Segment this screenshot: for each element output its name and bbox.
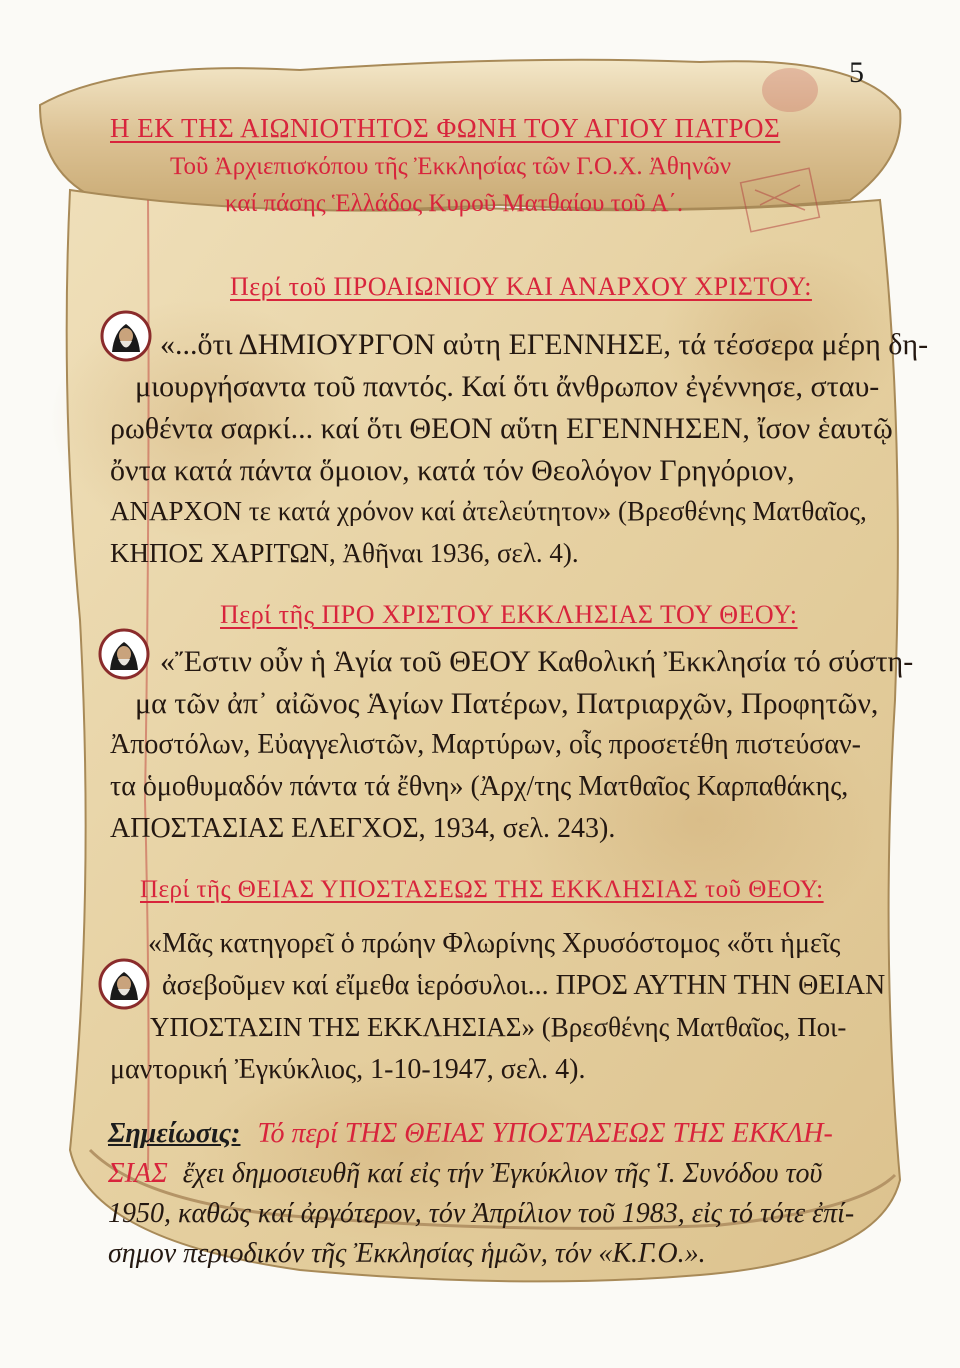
section-3-heading: Περί τῆς ΘΕΙΑΣ ΥΠΟΣΤΑΣΕΩΣ ΤΗΣ ΕΚΚΛΗΣΙΑΣ τοῦ ΘΕΟΥ:	[140, 876, 824, 903]
archbishop-portrait-icon	[98, 958, 150, 1010]
section-1-heading: Περί τοῦ ΠΡΟΑΙΩΝΙΟΥ ΚΑΙ ΑΝΑΡΧΟΥ ΧΡΙΣΤΟΥ:	[230, 272, 812, 301]
section-1-line: ΚΗΠΟΣ ΧΑΡΙΤΩΝ, Ἀθῆναι 1936, σελ. 4).	[110, 538, 579, 568]
section-3-line: ἀσεβοῦμεν καί εἴμεθα ἱερόσυλοι... ΠΡΟΣ ΑΥΤΗΝ ΤΗΝ ΘΕΙΑΝ	[162, 970, 886, 1001]
section-3-line: μαντορική Ἐγκύκλιος, 1-10-1947, σελ. 4).	[110, 1054, 586, 1085]
note-text: ἔχει δημοσιευθῆ καί εἰς τήν Ἐγκύκλιον τῆς Ἱ. Συνόδου τοῦ	[182, 1158, 823, 1189]
section-1-line: «...ὅτι ΔΗΜΙΟΥΡΓΟΝ αὐτη ΕΓΕΝΝΗΣΕ, τά τέσσερα μέρη δη-	[160, 328, 929, 361]
note-highlight: Τό περί ΤΗΣ ΘΕΙΑΣ ΥΠΟΣΤΑΣΕΩΣ ΤΗΣ ΕΚΚΛΗ-	[257, 1118, 833, 1149]
section-2-line: «Ἔστιν οὖν ἡ Ἁγία τοῦ ΘΕΟΥ Καθολική Ἐκκλησία τό σύστη-	[160, 645, 914, 678]
section-2-line: ΑΠΟΣΤΑΣΙΑΣ ΕΛΕΓΧΟΣ, 1934, σελ. 243).	[110, 813, 616, 844]
section-2-heading: Περί τῆς ΠΡΟ ΧΡΙΣΤΟΥ ΕΚΚΛΗΣΙΑΣ ΤΟΥ ΘΕΟΥ:	[220, 600, 798, 629]
section-1-line: μιουργήσαντα τοῦ παντός. Καί ὅτι ἄνθρωπον ἐγέννησε, σταυ-	[135, 370, 880, 403]
section-1-line: ΑΝΑΡΧΟΝ τε κατά χρόνον καί ἀτελεύτητον» (Βρεσθένης Ματθαῖος,	[110, 496, 867, 526]
section-1-line: ὄντα κατά πάντα ὅμοιον, κατά τόν Θεολόγον Γρηγόριον,	[110, 454, 795, 487]
section-3-line: ΥΠΟΣΤΑΣΙΝ ΤΗΣ ΕΚΚΛΗΣΙΑΣ» (Βρεσθένης Ματθαῖος, Ποι-	[150, 1012, 847, 1042]
section-2-line: Ἀποστόλων, Εὐαγγελιστῶν, Μαρτύρων, οἷς προσετέθη πιστεύσαν-	[110, 729, 861, 760]
document-subtitle-line-1: Τοῦ Ἀρχιεπισκόπου τῆς Ἐκκλησίας τῶν Γ.Ο.Χ. Ἀθηνῶν	[170, 153, 732, 180]
document-subtitle-line-2: καί πάσης Ἑλλάδος Κυροῦ Ματθαίου τοῦ Α΄.	[225, 190, 684, 217]
note-text: 1950, καθώς καί ἀργότερον, τόν Ἀπρίλιον τοῦ 1983, εἰς τό τότε ἐπί-	[108, 1198, 855, 1229]
note-highlight: ΣΙΑΣ	[108, 1158, 168, 1189]
page-number: 5	[849, 56, 864, 89]
document-title: Η ΕΚ ΤΗΣ ΑΙΩΝΙΟΤΗΤΟΣ ΦΩΝΗ ΤΟΥ ΑΓΙΟΥ ΠΑΤΡΟΣ	[110, 113, 781, 143]
archbishop-portrait-icon	[100, 310, 152, 362]
section-1-line: ρωθέντα σαρκί... καί ὅτι ΘΕΟΝ αὕτη ΕΓΕΝΝΗΣΕΝ, ἴσον ἑαυτῷ	[110, 412, 893, 445]
note-label: Σημείωσις:	[108, 1118, 241, 1149]
archbishop-portrait-icon	[98, 628, 150, 680]
note-text: σημον περιοδικόν τῆς Ἐκκλησίας ἡμῶν, τόν «Κ.Γ.Ο.».	[108, 1238, 706, 1269]
section-3-line: «Μᾶς κατηγορεῖ ὁ πρώην Φλωρίνης Χρυσόστομος «ὅτι ἡμεῖς	[148, 928, 841, 959]
section-2-line: τα ὁμοθυμαδόν πάντα τά ἔθνη» (Ἀρχ/της Ματθαῖος Καρπαθάκης,	[110, 771, 849, 802]
section-2-line: μα τῶν ἀπ᾽ αἰῶνος Ἁγίων Πατέρων, Πατριαρχῶν, Προφητῶν,	[135, 687, 879, 720]
